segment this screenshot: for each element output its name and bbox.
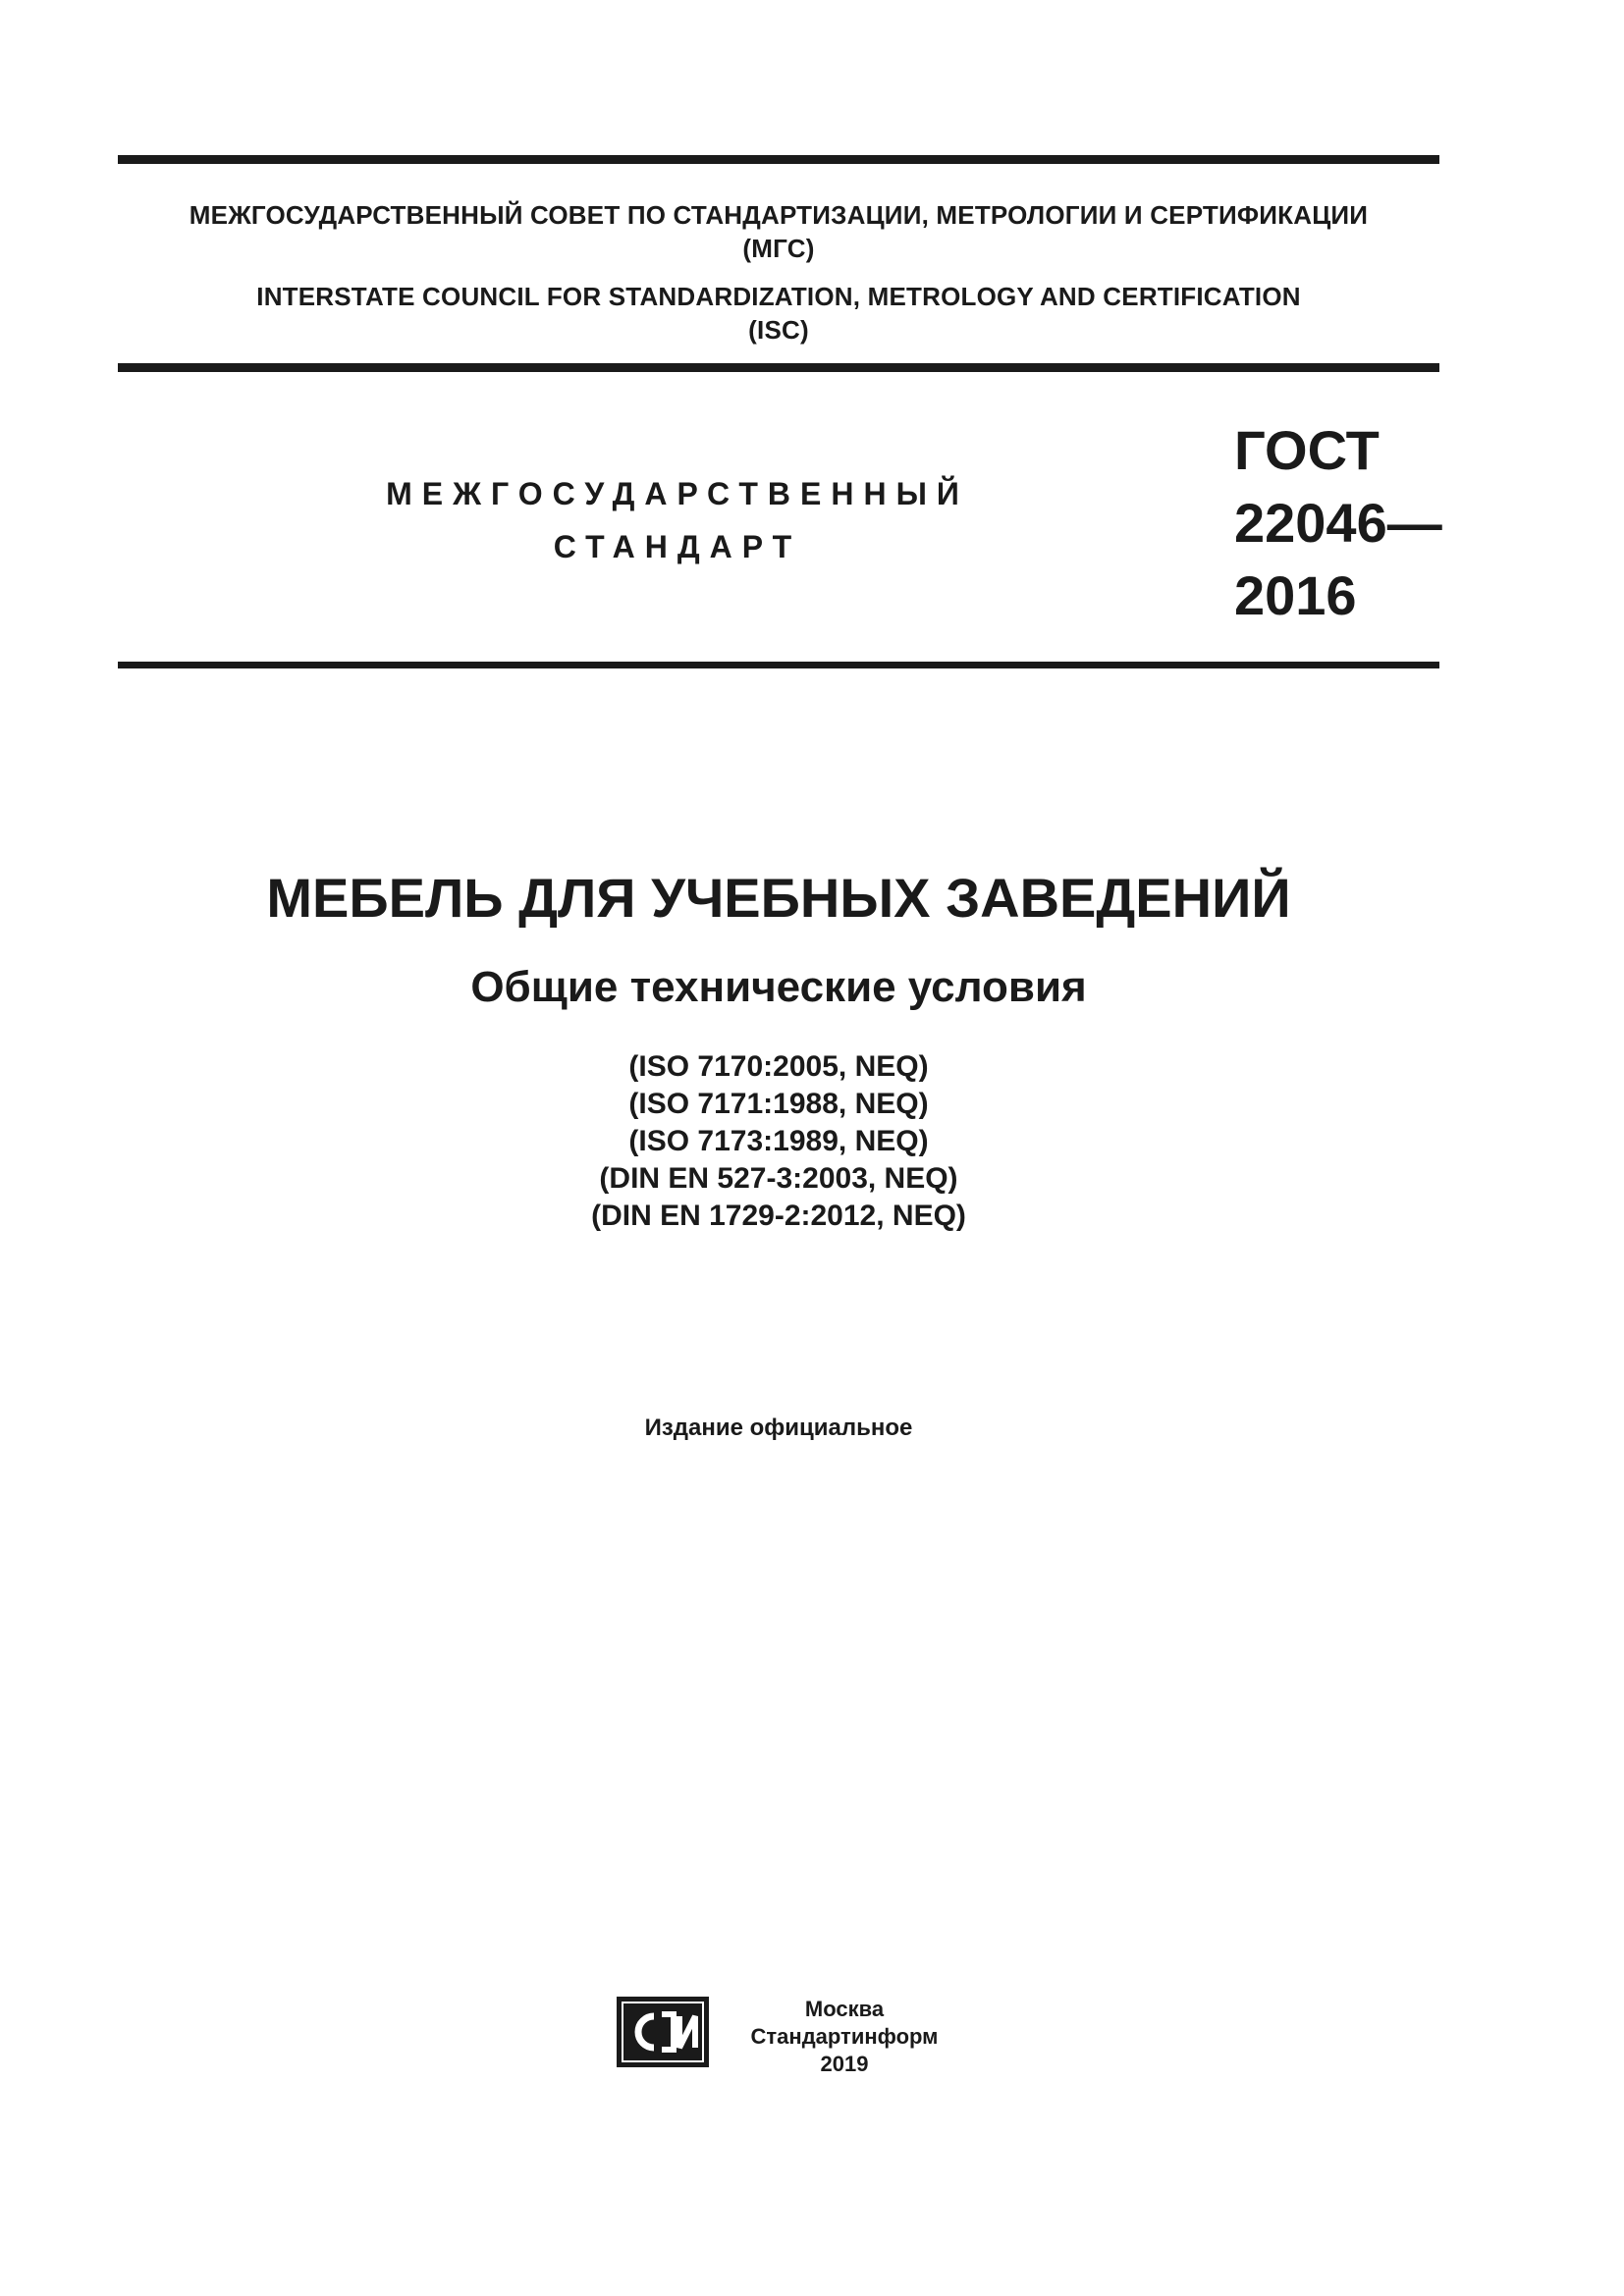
header-bottom-rule [118, 363, 1439, 372]
council-name-en: INTERSTATE COUNCIL FOR STANDARDIZATION, METROLOGY AND CERTIFICATION (ISC) [256, 282, 1301, 345]
council-name-ru: МЕЖГОСУДАРСТВЕННЫЙ СОВЕТ ПО СТАНДАРТИЗАЦИИ, МЕТРОЛОГИИ И СЕРТИФИКАЦИИ (МГС) [189, 200, 1369, 263]
edition-note: Издание официальное [644, 1415, 913, 1441]
publisher-name: Стандартинформ [750, 2024, 939, 2049]
designation-bottom-rule [118, 662, 1439, 668]
publication-year: 2019 [820, 2052, 869, 2076]
reference-item: (DIN EN 1729-2:2012, NEQ) [591, 1200, 966, 1232]
reference-item: (ISO 7171:1988, NEQ) [628, 1088, 929, 1120]
gost-designation: ГОСТ 22046— 2016 [1234, 419, 1442, 626]
document-subtitle: Общие технические условия [470, 963, 1087, 1011]
reference-standards [118, 1048, 1439, 1235]
top-rule [118, 155, 1439, 164]
publisher-block [727, 1996, 962, 2078]
standard-type: МЕЖГОСУДАРСТВЕННЫЙ СТАНДАРТ [386, 476, 969, 564]
reference-item: (DIN EN 527-3:2003, NEQ) [599, 1162, 958, 1195]
publisher-city: Москва [804, 1997, 885, 2021]
reference-item: (ISO 7173:1989, NEQ) [628, 1125, 929, 1157]
reference-item: (ISO 7170:2005, NEQ) [628, 1050, 929, 1083]
document-title: МЕБЕЛЬ ДЛЯ УЧЕБНЫХ ЗАВЕДЕНИЙ [266, 867, 1291, 929]
standartinform-logo-icon [615, 1995, 711, 2069]
